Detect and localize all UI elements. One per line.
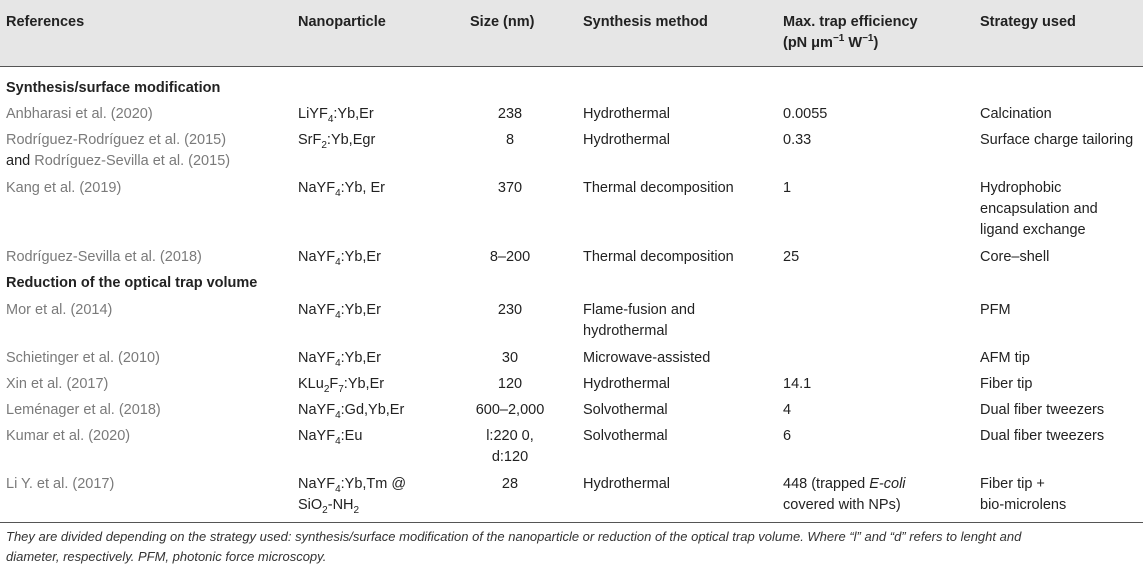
table-row-strategy: Surface charge tailoring (980, 132, 1134, 148)
header-trap-line2: (pN $\mu m^{-1}$ $W^{-1}$) (783, 33, 879, 51)
table-row-nanoparticle: NaYF$_4$:Yb, Er (298, 180, 385, 199)
table-row-method: Microwave-assisted (583, 350, 711, 366)
table-row-size: 28 (501, 476, 519, 492)
table-row-size: 230 (497, 302, 523, 318)
table-row-nanoparticle: NaYF$_4$:Yb,Er (298, 302, 381, 321)
table-row-nanoparticle: $KLu_2F_7:Yb,Er$ (298, 376, 385, 395)
table-row-reference: Kang et al. (2019) (6, 180, 122, 196)
header-rule (0, 66, 1143, 67)
table-row-strategy: PFM (980, 302, 1011, 318)
table-row-reference: Leménager et al. (2018) (6, 402, 161, 418)
table-row-nanoparticle: NaYF$_4$:Eu (298, 428, 363, 447)
table-row-method: Hydrothermal (583, 476, 671, 492)
table-row-reference: Li Y. et al. (2017) (6, 476, 115, 492)
table-row-method: Flame-fusion and hydrothermal (583, 302, 696, 339)
table-row-size: 8–200 (489, 249, 531, 265)
table-row-trap: 448 (trapped E-coli covered with NPs) (783, 476, 906, 513)
table-row-reference: Rodríguez-Rodríguez et al. (2015) and Rodríguez-Sevilla et al. (2015) (6, 132, 231, 169)
table-header (0, 0, 1143, 66)
table-row-size: 370 (497, 180, 523, 196)
footnote-line: diameter, respectively. PFM, photonic force microscopy. (6, 549, 327, 564)
header-size: Size (nm) (470, 14, 535, 30)
table-row-trap: 4 (783, 402, 792, 418)
section-heading: Reduction of the optical trap volume (6, 275, 258, 291)
table-row-size: 600–2,000 (475, 402, 545, 418)
table-row-nanoparticle: NaYF$_4$:Yb,Er (298, 350, 381, 369)
table-row-size: 30 (501, 350, 519, 366)
table-row-nanoparticle: LiYF$_4$:Yb,Er (298, 106, 374, 125)
table-row-reference: Xin et al. (2017) (6, 376, 109, 392)
table-row-strategy: AFM tip (980, 350, 1030, 366)
table-row-method: Hydrothermal (583, 106, 671, 122)
table-bottom-rule (0, 522, 1143, 523)
table-row-strategy: Dual fiber tweezers (980, 402, 1105, 418)
table-row-reference: Rodríguez-Sevilla et al. (2018) (6, 249, 202, 265)
table-row-strategy: Core–shell (980, 249, 1050, 265)
table-row-size: 120 (497, 376, 523, 392)
table-row-strategy: Dual fiber tweezers (980, 428, 1105, 444)
header-trap-line1: Max. trap efficiency (783, 14, 918, 30)
section-heading: Synthesis/surface modification (6, 80, 221, 96)
table-row-method: Thermal decomposition (583, 249, 734, 265)
table-row-strategy: Fiber tip (980, 376, 1033, 392)
table-footnote (6, 527, 1136, 567)
table-row-size: l:220 0, d:120 (486, 428, 534, 465)
table-row-trap: 6 (783, 428, 792, 444)
table-row-method: Hydrothermal (583, 376, 671, 392)
table-row-nanoparticle: NaYF$_4$:Yb,Er (298, 249, 381, 268)
table-row-nanoparticle: NaYF$_4$:Gd,Yb,Er (298, 402, 405, 421)
table-row-strategy: Hydrophobic encapsulation and ligand exchange (980, 180, 1098, 238)
table-row-method: Solvothermal (583, 428, 668, 444)
table-row-trap: 14.1 (783, 376, 812, 392)
header-synthesis: Synthesis method (583, 14, 708, 30)
header-trap-efficiency (783, 12, 918, 54)
table-row-trap: 25 (783, 249, 800, 265)
table-row-strategy: Fiber tip + bio-microlens (980, 476, 1067, 513)
table-row-trap: 1 (783, 180, 792, 196)
table-row-size: 238 (497, 106, 523, 122)
header-strategy: Strategy used (980, 14, 1076, 30)
table-row-nanoparticle: SrF$_2$:Yb,Egr (298, 132, 376, 151)
table-row-reference: Kumar et al. (2020) (6, 428, 131, 444)
table-row-trap: 0.33 (783, 132, 812, 148)
header-references: References (6, 14, 85, 30)
header-nanoparticle: Nanoparticle (298, 14, 386, 30)
table-row-trap: 0.0055 (783, 106, 828, 122)
table-row-nanoparticle: NaYF$_4$:Yb,Tm @ $SiO_2-NH_2$ (298, 476, 407, 516)
table-row-reference: Mor et al. (2014) (6, 302, 113, 318)
footnote-line: They are divided depending on the strategy used: synthesis/surface modification of the nanoparticle or reduction of the optical trap volume. Where “l” and “d” refers to lenght and (6, 529, 1022, 544)
table-row-strategy: Calcination (980, 106, 1052, 122)
table-row-method: Solvothermal (583, 402, 668, 418)
table-row-reference: Anbharasi et al. (2020) (6, 106, 153, 122)
table-row-reference: Schietinger et al. (2010) (6, 350, 160, 366)
table-row-size: 8 (505, 132, 515, 148)
table-row-method: Thermal decomposition (583, 180, 734, 196)
table-row-method: Hydrothermal (583, 132, 671, 148)
